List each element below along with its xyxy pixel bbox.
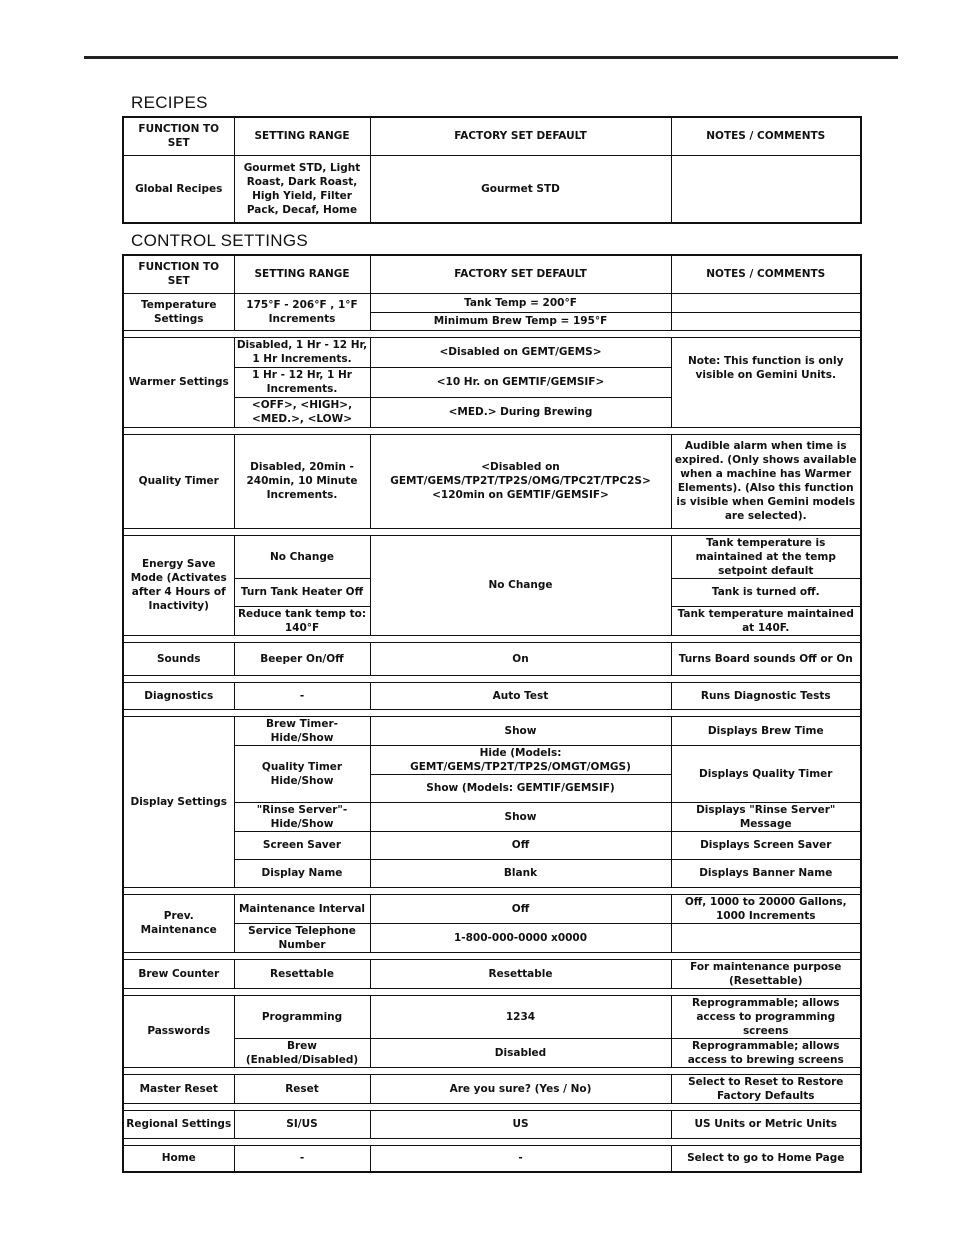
table-row [123, 716, 861, 745]
spacer-row [123, 427, 861, 434]
notes-cell: Note: This function is only visible on Gemini Units. [671, 337, 861, 427]
function-cell: Diagnostics [123, 682, 234, 709]
range-cell: Disabled, 20min - 240min, 10 Minute Increments. [234, 434, 370, 528]
default-cell: Off [370, 831, 671, 859]
spacer-row [123, 330, 861, 337]
notes-cell: Select to Reset to Restore Factory Defaults [671, 1074, 861, 1103]
table-row [123, 434, 861, 528]
header-notes: NOTES / COMMENTS [671, 255, 861, 293]
header-notes: NOTES / COMMENTS [671, 117, 861, 155]
table-header-row [123, 255, 861, 293]
spacer-row [123, 1138, 861, 1145]
default-line: <Disabled on GEMT/GEMS/TP2T/TP2S/OMG/TPC2T/TPC2S> [390, 461, 651, 487]
control-settings-title: CONTROL SETTINGS [131, 231, 309, 250]
table-row [123, 923, 861, 952]
default-cell: Tank Temp = 200°F [370, 293, 671, 312]
default-cell: No Change [370, 535, 671, 635]
table-row [123, 859, 861, 887]
spacer-row [123, 1067, 861, 1074]
top-rule [84, 56, 898, 59]
table-row [123, 1145, 861, 1172]
range-cell: No Change [234, 535, 370, 578]
range-cell: Disabled, 1 Hr - 12 Hr, 1 Hr Increments. [234, 337, 370, 367]
default-cell: Off [370, 894, 671, 923]
notes-cell: Reprogrammable; allows access to programming screens [671, 995, 861, 1038]
default-cell: <Disabled on GEMT/GEMS> [370, 337, 671, 367]
default-cell: US [370, 1110, 671, 1138]
notes-cell: Displays "Rinse Server" Message [671, 802, 861, 831]
default-cell: 1-800-000-0000 x0000 [370, 923, 671, 952]
range-cell: - [234, 1145, 370, 1172]
notes-cell: Displays Quality Timer [671, 745, 861, 802]
range-cell: 175°F - 206°F , 1°F Increments [234, 293, 370, 330]
default-line: <120min on GEMTIF/GEMSIF> [432, 489, 609, 501]
notes-cell: For maintenance purpose (Resettable) [671, 959, 861, 988]
range-cell: SI/US [234, 1110, 370, 1138]
default-cell: 1234 [370, 995, 671, 1038]
default-cell: Minimum Brew Temp = 195°F [370, 312, 671, 330]
default-cell: Hide (Models: GEMT/GEMS/TP2T/TP2S/OMGT/OMGS) [370, 745, 671, 774]
default-cell: Show [370, 716, 671, 745]
notes-cell: Reprogrammable; allows access to brewing screens [671, 1038, 861, 1067]
function-cell: Home [123, 1145, 234, 1172]
table-row [123, 155, 861, 223]
notes-cell [671, 923, 861, 952]
header-default: FACTORY SET DEFAULT [370, 117, 671, 155]
spacer-row [123, 709, 861, 716]
default-cell: <MED.> During Brewing [370, 397, 671, 427]
table-row [123, 745, 861, 774]
spacer-row [123, 988, 861, 995]
range-cell: Beeper On/Off [234, 642, 370, 675]
default-cell: Show [370, 802, 671, 831]
range-cell: Gourmet STD, Light Roast, Dark Roast, High Yield, Filter Pack, Decaf, Home [234, 155, 370, 223]
function-cell: Master Reset [123, 1074, 234, 1103]
range-cell: <OFF>, <HIGH>, <MED.>, <LOW> [234, 397, 370, 427]
function-cell: Regional Settings [123, 1110, 234, 1138]
notes-cell: Displays Banner Name [671, 859, 861, 887]
range-cell: Programming [234, 995, 370, 1038]
function-cell: Passwords [123, 995, 234, 1067]
notes-cell [671, 312, 861, 330]
table-row [123, 995, 861, 1038]
default-cell: Resettable [370, 959, 671, 988]
range-cell: 1 Hr - 12 Hr, 1 Hr Increments. [234, 367, 370, 397]
table-row [123, 682, 861, 709]
header-range: SETTING RANGE [234, 255, 370, 293]
notes-cell: Runs Diagnostic Tests [671, 682, 861, 709]
recipes-title: RECIPES [131, 93, 208, 112]
spacer-row [123, 528, 861, 535]
table-row [123, 802, 861, 831]
spacer-row [123, 952, 861, 959]
range-cell: Quality Timer Hide/Show [234, 745, 370, 802]
range-cell: Maintenance Interval [234, 894, 370, 923]
header-function: FUNCTION TO SET [123, 255, 234, 293]
table-row [123, 959, 861, 988]
range-cell: Reduce tank temp to: 140°F [234, 606, 370, 635]
notes-cell: US Units or Metric Units [671, 1110, 861, 1138]
default-cell: Show (Models: GEMTIF/GEMSIF) [370, 774, 671, 802]
table-row [123, 831, 861, 859]
range-cell: "Rinse Server"-Hide/Show [234, 802, 370, 831]
table-row [123, 1074, 861, 1103]
table-row [123, 337, 861, 367]
default-cell: - [370, 1145, 671, 1172]
range-cell: Service Telephone Number [234, 923, 370, 952]
default-cell: Gourmet STD [370, 155, 671, 223]
notes-cell: Audible alarm when time is expired. (Only shows available when a machine has Warmer Elements). (Also this function is visible when Gemini models are selected). [671, 434, 861, 528]
notes-cell: Tank temperature maintained at 140F. [671, 606, 861, 635]
function-cell: Display Settings [123, 716, 234, 887]
table-row [123, 642, 861, 675]
notes-cell: Turns Board sounds Off or On [671, 642, 861, 675]
default-cell: Are you sure? (Yes / No) [370, 1074, 671, 1103]
range-cell: - [234, 682, 370, 709]
table-row [123, 293, 861, 312]
default-cell: Auto Test [370, 682, 671, 709]
default-cell: <10 Hr. on GEMTIF/GEMSIF> [370, 367, 671, 397]
function-cell: Prev. Maintenance [123, 894, 234, 952]
default-cell: On [370, 642, 671, 675]
default-cell: Blank [370, 859, 671, 887]
notes-cell: Displays Screen Saver [671, 831, 861, 859]
control-settings-table [122, 254, 862, 1173]
range-cell: Display Name [234, 859, 370, 887]
function-cell: Brew Counter [123, 959, 234, 988]
range-cell: Screen Saver [234, 831, 370, 859]
notes-cell [671, 293, 861, 312]
default-cell: Disabled [370, 1038, 671, 1067]
range-cell: Brew (Enabled/Disabled) [234, 1038, 370, 1067]
table-row [123, 1110, 861, 1138]
range-cell: Turn Tank Heater Off [234, 578, 370, 606]
table-header-row [123, 117, 861, 155]
notes-cell: Tank is turned off. [671, 578, 861, 606]
notes-cell: Tank temperature is maintained at the temp setpoint default [671, 535, 861, 578]
function-cell: Sounds [123, 642, 234, 675]
function-cell: Quality Timer [123, 434, 234, 528]
function-cell: Warmer Settings [123, 337, 234, 427]
range-cell: Reset [234, 1074, 370, 1103]
table-row [123, 1038, 861, 1067]
spacer-row [123, 887, 861, 894]
header-function: FUNCTION TO SET [123, 117, 234, 155]
notes-cell: Select to go to Home Page [671, 1145, 861, 1172]
function-cell: Global Recipes [123, 155, 234, 223]
table-row [123, 894, 861, 923]
function-cell: Temperature Settings [123, 293, 234, 330]
default-cell [370, 434, 671, 528]
recipes-table [122, 116, 862, 224]
notes-cell: Off, 1000 to 20000 Gallons, 1000 Increments [671, 894, 861, 923]
range-cell: Resettable [234, 959, 370, 988]
table-row [123, 535, 861, 578]
function-cell: Energy Save Mode (Activates after 4 Hours of Inactivity) [123, 535, 234, 635]
header-range: SETTING RANGE [234, 117, 370, 155]
notes-cell [671, 155, 861, 223]
notes-cell: Displays Brew Time [671, 716, 861, 745]
header-default: FACTORY SET DEFAULT [370, 255, 671, 293]
spacer-row [123, 1103, 861, 1110]
spacer-row [123, 635, 861, 642]
range-cell: Brew Timer-Hide/Show [234, 716, 370, 745]
spacer-row [123, 675, 861, 682]
